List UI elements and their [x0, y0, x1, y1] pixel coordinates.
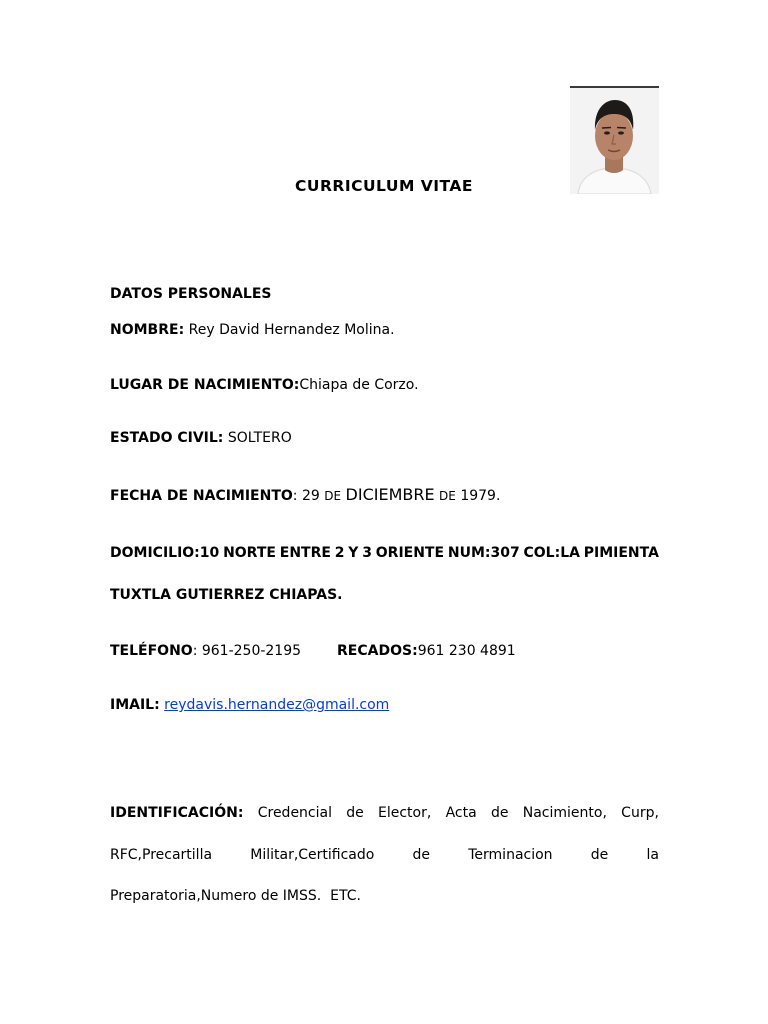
identificacion-word: RFC,Precartilla [110, 847, 213, 863]
identificacion-line-3: Preparatoria,Numero de IMSS. ETC. [110, 888, 361, 904]
domicilio-word: COL:LA [523, 545, 580, 561]
telefono-row [110, 643, 659, 659]
domicilio-line-2: TUXTLA GUTIERREZ CHIAPAS. [110, 587, 343, 603]
fecha-de-1: DE [324, 489, 342, 503]
fecha-row [110, 485, 659, 504]
domicilio-word: ENTRE [279, 545, 331, 561]
domicilio-word: NUM:307 [447, 545, 520, 561]
recados-label: RECADOS: [337, 643, 418, 659]
telefono-label: TELÉFONO [110, 643, 193, 659]
identificacion-word: Acta [445, 805, 477, 821]
lugar-value: Chiapa de Corzo. [299, 377, 419, 393]
identificacion-word: la [646, 847, 659, 863]
nombre-value: Rey David Hernandez Molina. [188, 322, 395, 338]
identificacion-word: de [346, 805, 364, 821]
nombre-label: NOMBRE: [110, 322, 185, 338]
lugar-row [110, 377, 659, 393]
identificacion-line-2 [110, 847, 659, 863]
document-title: CURRICULUM VITAE [294, 177, 473, 195]
fecha-year: 1979. [460, 488, 501, 504]
estado-civil-row [110, 430, 659, 446]
fecha-month: DICIEMBRE [345, 485, 435, 504]
identificacion-word: Nacimiento, [522, 805, 607, 821]
domicilio-word: ORIENTE [375, 545, 445, 561]
section-heading: DATOS PERSONALES [110, 286, 272, 302]
identificacion-word: Militar,Certificado [250, 847, 375, 863]
fecha-colon: : [292, 488, 298, 504]
domicilio-word: PIMIENTA [583, 545, 659, 561]
identificacion-line-1 [110, 805, 659, 821]
estado-civil-label: ESTADO CIVIL: [110, 430, 224, 446]
nombre-row [110, 322, 659, 338]
telefono-value: : 961-250-2195 [192, 643, 302, 659]
domicilio-word: Y [348, 545, 359, 561]
domicilio-word: DOMICILIO:10 [110, 545, 220, 561]
identificacion-word: de [412, 847, 431, 863]
fecha-de-2: DE [439, 489, 456, 503]
domicilio-word: 3 [362, 545, 372, 561]
identificacion-word: de [590, 847, 609, 863]
domicilio-word: NORTE [223, 545, 276, 561]
identificacion-word: de [490, 805, 509, 821]
lugar-label: LUGAR DE NACIMIENTO: [110, 377, 300, 393]
identificacion-word: Credencial [257, 805, 332, 821]
identificacion-word: Curp, [621, 805, 659, 821]
email-label: IMAIL: [110, 697, 160, 713]
email-row [110, 697, 659, 713]
email-link[interactable]: reydavis.hernandez@gmail.com [164, 697, 390, 713]
identificacion-label: IDENTIFICACIÓN: [110, 805, 244, 821]
identificacion-word: Elector, [378, 805, 432, 821]
estado-civil-value: SOLTERO [227, 430, 292, 446]
domicilio-line-1 [110, 545, 659, 561]
fecha-day: 29 [301, 488, 320, 504]
identificacion-word: Terminacion [468, 847, 553, 863]
fecha-label: FECHA DE NACIMIENTO [110, 488, 293, 504]
recados-value: 961 230 4891 [417, 643, 516, 659]
domicilio-word: 2 [334, 545, 345, 561]
